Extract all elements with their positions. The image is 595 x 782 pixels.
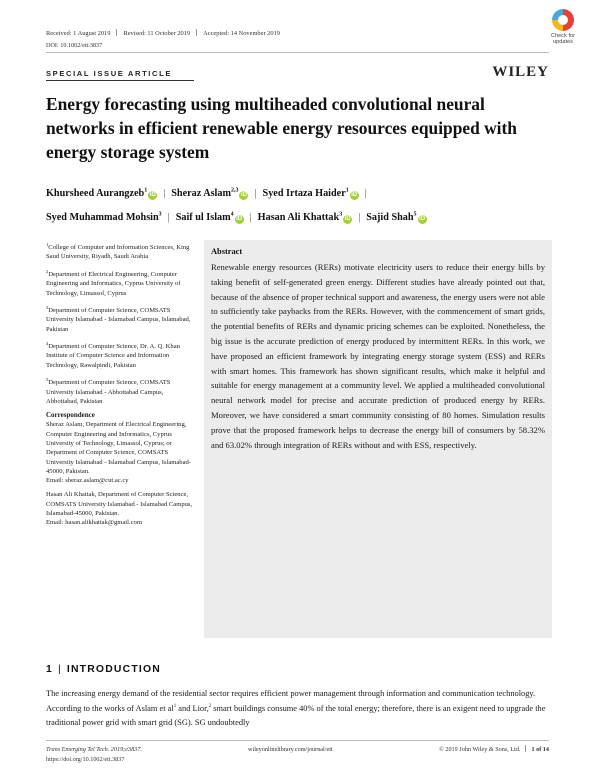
orcid-icon[interactable]: iD bbox=[351, 192, 358, 199]
correspondence-email[interactable]: Email: hasan.alikhattak@gmail.com bbox=[46, 519, 142, 527]
journal-url[interactable]: wileyonlinelibrary.com/journal/ett bbox=[248, 746, 333, 753]
paper-title: Energy forecasting using multiheaded convolutional neural networks in efficient renewable energy resources equipped with energy storage system bbox=[46, 94, 517, 162]
doi-link[interactable]: https://doi.org/10.1002/ett.3837 bbox=[46, 756, 125, 763]
article-type-rule bbox=[46, 80, 194, 81]
footer-rule bbox=[46, 740, 549, 741]
accepted-date: Accepted: 14 November 2019 bbox=[203, 30, 280, 37]
orcid-icon[interactable]: iD bbox=[149, 192, 156, 199]
author-separator: | bbox=[358, 211, 361, 223]
doi[interactable]: DOI: 10.1002/ett.3837 bbox=[46, 42, 103, 49]
article-type: SPECIAL ISSUE ARTICLE bbox=[46, 69, 173, 78]
footer-right bbox=[439, 745, 549, 755]
abstract-text: Renewable energy resources (RERs) motivate electricity users to reduce their energy bills by taking benefit of self-generated green energy. Different studies have already pointed out that, because of the absence of proper technical support and awareness, the energy users were not able to sufficiently take paybacks from the RERs. However, with the commencement of smart grids, the potential benefits of RERs and dynamic pricing schemes can be exploited. Nonetheless, the big issue is the accurate prediction of energy produced by intermittent RERs. In this work, we have proposed an efficient framework by integrating energy storage system (ESS) and RERs with smart homes. This framework has shown significant results, which make it helpful and suitable for energy management at a community level. We applied a multiheaded convolutional neural network model for precise and accurate prediction of produced energy by RERs. Moreover, we have considered a smart community consisting of 80 homes. Simulation results prove that the proposed framework helps to decrease the energy bill of consumers by 58.32% and 63.02% through integration of RERs without and with ESS, respectively. bbox=[211, 262, 545, 450]
author[interactable]: Syed Muhammad Mohsin$^3$ bbox=[46, 211, 162, 223]
orcid-icon[interactable]: iD bbox=[419, 215, 426, 222]
author[interactable]: Sajid Shah$^5$iD bbox=[366, 211, 426, 223]
author[interactable]: Hasan Ali Khattak$^3$iD bbox=[257, 211, 351, 223]
introduction-paragraph: The increasing energy demand of the residential sector requires efficient power management through information and communication technology. According to the works of Aslam et $al^1$ and Lior,$^2$ smart buildings consume 40% of the total energy; therefore, there is an exigent need to upgrade the traditional power grid with smart grid (SG). SG undoubtedly bbox=[46, 689, 546, 727]
header-rule bbox=[46, 52, 549, 53]
affiliation: $^1$College of Computer and Information Sciences, King Saud University, Riyadh, Saudi Arabia bbox=[46, 242, 190, 261]
abstract-box bbox=[204, 240, 552, 638]
affiliations-column bbox=[46, 240, 194, 533]
author-separator: | bbox=[254, 188, 257, 200]
author[interactable]: Khursheed Aurangzeb$^1$iD bbox=[46, 188, 156, 200]
received-date: Received: 1 August 2019 bbox=[46, 30, 111, 37]
author[interactable]: Saif ul Islam$^4$iD bbox=[175, 211, 243, 223]
author[interactable]: Syed Irtaza Haider$^1$iD bbox=[262, 188, 358, 200]
crossmark-icon bbox=[552, 9, 574, 31]
affiliation: $^2$Department of Electrical Engineering, Computer Engineering and Informatics, Cyprus University of Technology, Limassol, Cyprus bbox=[46, 268, 181, 297]
submission-dates bbox=[46, 29, 280, 37]
abstract-heading: Abstract bbox=[211, 247, 243, 256]
divider bbox=[196, 29, 197, 36]
footer-citation-block bbox=[46, 745, 142, 765]
correspondence-entry: Sheraz Aslam, Department of Electrical Engineering, Computer Engineering and Informatics, Cyprus University of Technology, Limassol, Cyprus; or Department of Computer Science, COMSATS University Islamabad - Islamabad Campus, Islamabad-45000, Pakistan. bbox=[46, 421, 192, 475]
divider bbox=[116, 29, 117, 36]
copyright: © 2019 John Wiley & Sons, Ltd. bbox=[439, 746, 521, 753]
citation-ref[interactable]: 2 bbox=[208, 704, 212, 710]
citation-ref[interactable]: 1 bbox=[173, 704, 177, 710]
correspondence-entry: Hasan Ali Khattak, Department of Computer Science, COMSATS University Islamabad - Islamabad Campus, Islamabad-45000, Pakistan. bbox=[46, 491, 193, 518]
author-separator: | bbox=[163, 188, 166, 200]
orcid-icon[interactable]: iD bbox=[240, 192, 247, 199]
section-heading: 1 | INTRODUCTION bbox=[46, 664, 161, 675]
revised-date: Revised: 11 October 2019 bbox=[123, 30, 191, 37]
check-for-updates-badge[interactable] bbox=[541, 9, 585, 53]
page-number: 1 of 14 bbox=[531, 746, 549, 753]
author-separator: | bbox=[167, 211, 170, 223]
correspondence-heading: Correspondence bbox=[46, 411, 95, 420]
author-separator: | bbox=[249, 211, 252, 223]
affiliation: $^3$Department of Computer Science, COMSATS University Islamabad - Islamabad Campus, Islamabad, Pakistan bbox=[46, 304, 191, 333]
orcid-icon[interactable]: iD bbox=[344, 215, 351, 222]
author[interactable]: Sheraz Aslam$^{2,3}$iD bbox=[171, 188, 247, 200]
journal-citation: Trans Emerging Tel Tech. 2019;e3837. bbox=[46, 746, 142, 753]
affiliation: $^5$Department of Computer Science, COMSATS University Islamabad - Abbottabad Campus, Abbottabad, Pakistan bbox=[46, 377, 171, 405]
author-separator: | bbox=[364, 188, 367, 200]
author-list bbox=[46, 181, 556, 228]
check-for-updates-label: Check for updates bbox=[551, 33, 575, 45]
divider bbox=[525, 745, 526, 752]
correspondence-email[interactable]: Email: sheraz.aslam@cut.ac.cy bbox=[46, 477, 129, 485]
publisher-logo: WILEY bbox=[492, 64, 549, 80]
affiliation: $^4$Department of Computer Science, Dr. A. Q. Khan Institute of Computer Science and Information Technology, Rawalpindi, Pakistan bbox=[46, 340, 180, 369]
orcid-icon[interactable]: iD bbox=[236, 215, 243, 222]
